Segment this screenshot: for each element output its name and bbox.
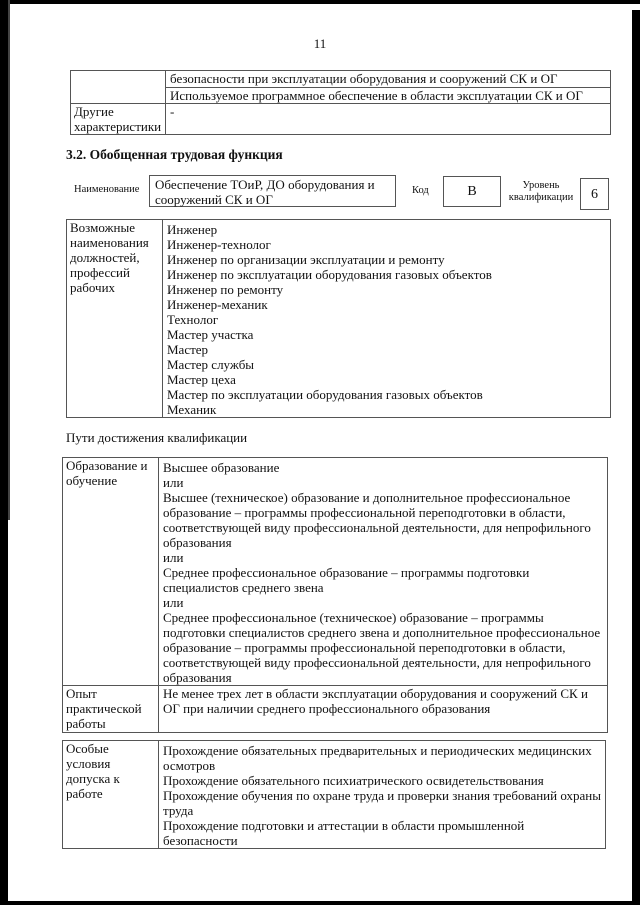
position-item: Мастер цеха bbox=[167, 372, 236, 387]
education-line: образования bbox=[163, 535, 232, 550]
experience-line: ОГ при наличии среднего профессионального образования bbox=[163, 701, 491, 716]
position-item: Инженер по эксплуатации оборудования газовых объектов bbox=[167, 267, 492, 282]
positions-list bbox=[163, 220, 611, 418]
education-line: Среднее профессиональное образование – программы подготовки bbox=[163, 565, 530, 580]
row-label bbox=[71, 71, 166, 104]
special-conditions-table bbox=[62, 740, 606, 849]
positions-label: Возможные наименования должностей, профессий рабочих bbox=[67, 220, 163, 418]
page-number: 11 bbox=[313, 36, 327, 51]
education-line: Высшее (техническое) образование и дополнительное профессиональное bbox=[163, 490, 571, 505]
condition-line: Прохождение обучения по охране труда и проверки знания требований охраны bbox=[163, 788, 601, 803]
row-label-other-characteristics: Другие характеристики bbox=[71, 104, 166, 135]
education-value bbox=[159, 458, 608, 686]
table-row bbox=[63, 741, 606, 849]
positions-table bbox=[66, 219, 611, 418]
special-conditions-value bbox=[159, 741, 606, 849]
experience-label: Опыт практической работы bbox=[63, 686, 159, 733]
row-value: безопасности при эксплуатации оборудования и сооружений СК и ОГ bbox=[166, 71, 611, 88]
position-item: Технолог bbox=[167, 312, 219, 327]
position-item: Мастер по эксплуатации оборудования газовых объектов bbox=[167, 387, 483, 402]
qualification-subheading: Пути достижения квалификации bbox=[66, 430, 248, 445]
education-line: или bbox=[163, 475, 184, 490]
scan-border-top bbox=[0, 0, 640, 4]
condition-line: осмотров bbox=[163, 758, 216, 773]
scan-border-left-shadow bbox=[8, 0, 10, 520]
education-line: Среднее профессиональное (техническое) образование – программы bbox=[163, 610, 544, 625]
position-item: Механик bbox=[167, 402, 217, 417]
code-value: B bbox=[467, 184, 477, 199]
education-line: Высшее образование bbox=[163, 460, 280, 475]
experience-line: Не менее трех лет в области эксплуатации оборудования и сооружений СК и bbox=[163, 686, 588, 701]
position-item: Инженер bbox=[167, 222, 218, 237]
experience-value bbox=[159, 686, 608, 733]
education-line: подготовки специалистов среднего звена и дополнительное профессиональное bbox=[163, 625, 601, 640]
education-line: специалистов среднего звена bbox=[163, 580, 324, 595]
education-line: образование – программы профессиональной переподготовки в области, bbox=[163, 640, 566, 655]
code-value-box bbox=[443, 176, 501, 207]
table-row bbox=[63, 686, 608, 733]
row-value: - bbox=[166, 104, 611, 135]
position-item: Инженер-механик bbox=[167, 297, 268, 312]
education-line: образования bbox=[163, 670, 232, 685]
table-row bbox=[67, 220, 611, 418]
condition-line: Прохождение подготовки и аттестации в области промышленной bbox=[163, 818, 525, 833]
education-table bbox=[62, 457, 608, 733]
other-characteristics-table bbox=[70, 70, 611, 135]
education-label: Образование и обучение bbox=[63, 458, 159, 686]
scan-border-right bbox=[632, 10, 640, 905]
position-item: Инженер по ремонту bbox=[167, 282, 284, 297]
name-value: Обеспечение ТОиР, ДО оборудования и сооружений СК и ОГ bbox=[155, 177, 375, 207]
position-item: Мастер участка bbox=[167, 327, 254, 342]
table-row bbox=[71, 104, 611, 135]
education-line: или bbox=[163, 595, 184, 610]
table-row bbox=[71, 71, 611, 88]
position-item: Мастер bbox=[167, 342, 209, 357]
row-value: Используемое программное обеспечение в области эксплуатации СК и ОГ bbox=[166, 88, 611, 104]
scan-border-left bbox=[0, 0, 8, 905]
condition-line: безопасности bbox=[163, 833, 238, 848]
name-value-box bbox=[149, 175, 396, 207]
position-item: Инженер по организации эксплуатации и ремонту bbox=[167, 252, 445, 267]
education-line: соответствующей виду профессиональной деятельности, для непрофильного bbox=[163, 520, 591, 535]
table-row bbox=[63, 458, 608, 686]
position-item: Мастер службы bbox=[167, 357, 255, 372]
level-label: Уровень квалификации bbox=[508, 180, 574, 203]
education-line: соответствующей виду профессиональной деятельности, для непрофильного bbox=[163, 655, 591, 670]
special-conditions-label: Особые условия допуска к работе bbox=[63, 741, 159, 849]
section-heading: 3.2. Обобщенная трудовая функция bbox=[66, 147, 283, 162]
level-value: 6 bbox=[591, 186, 598, 202]
education-line: образование – программы профессиональной переподготовки в области, bbox=[163, 505, 566, 520]
name-label: Наименование bbox=[74, 184, 140, 195]
level-value-box bbox=[580, 178, 609, 210]
condition-line: Прохождение обязательных предварительных и периодических медицинских bbox=[163, 743, 592, 758]
education-line: или bbox=[163, 550, 184, 565]
code-label: Код bbox=[412, 185, 429, 196]
condition-line: Прохождение обязательного психиатрического освидетельствования bbox=[163, 773, 544, 788]
condition-line: труда bbox=[163, 803, 194, 818]
position-item: Инженер-технолог bbox=[167, 237, 271, 252]
scan-border-bottom bbox=[0, 901, 640, 905]
